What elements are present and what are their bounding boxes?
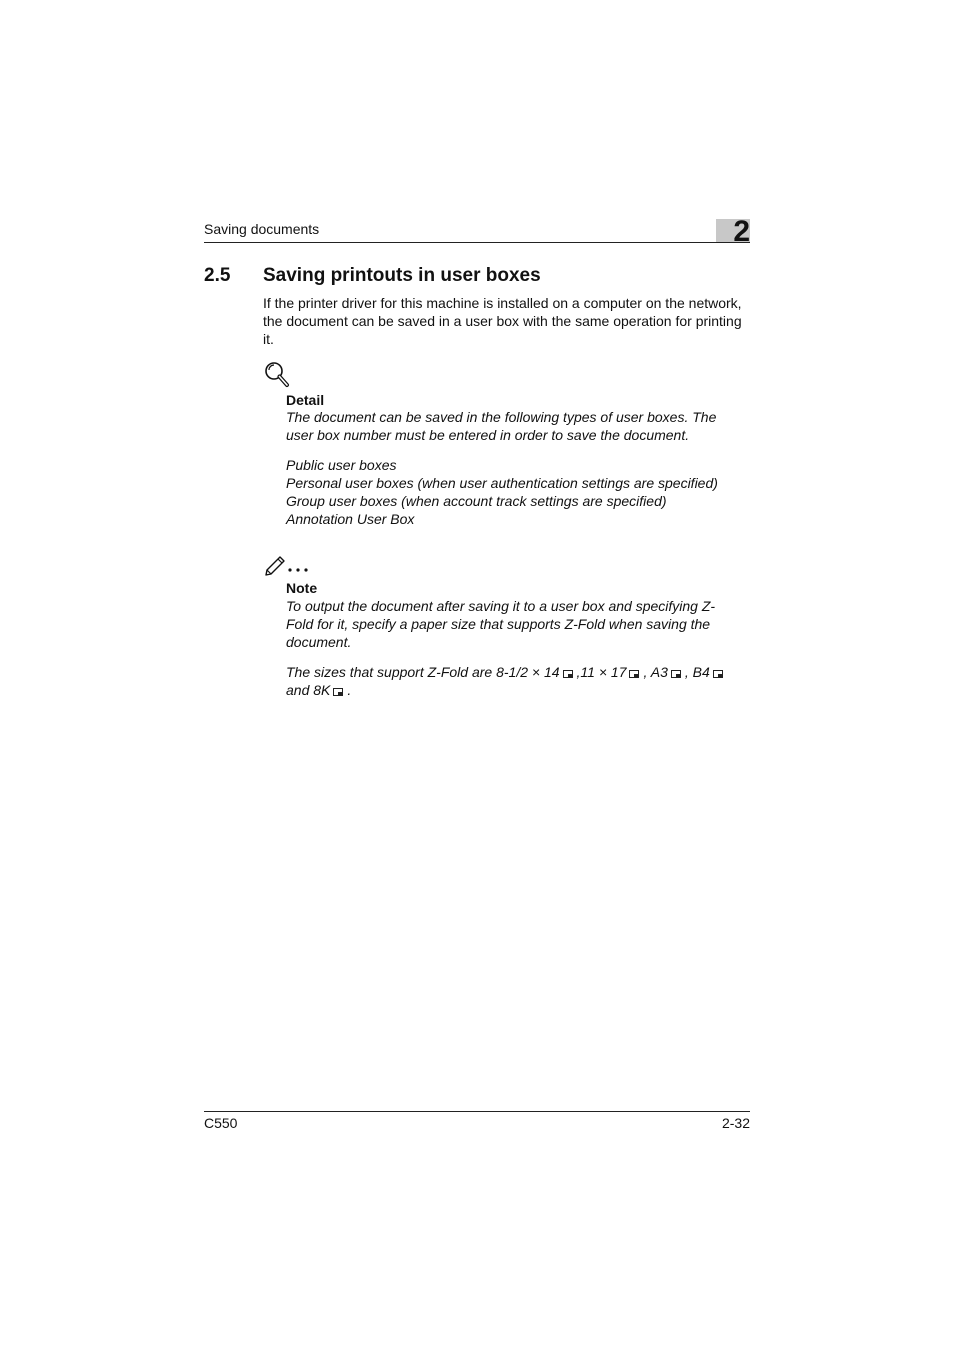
intro-line: the document can be saved in a user box with the same operation for printing bbox=[263, 313, 742, 329]
size-item: ,11 × 17 bbox=[576, 664, 627, 680]
detail-body bbox=[286, 408, 716, 444]
section-title: Saving printouts in user boxes bbox=[263, 265, 541, 286]
list-item: Public user boxes bbox=[286, 457, 397, 473]
size-item: , A3 bbox=[643, 664, 668, 680]
paper-orientation-icon bbox=[671, 670, 681, 678]
paper-orientation-icon bbox=[333, 688, 343, 696]
intro-line: it. bbox=[263, 331, 274, 347]
chapter-number: 2 bbox=[733, 215, 750, 248]
magnifier-icon bbox=[264, 361, 290, 389]
user-box-type-list bbox=[286, 456, 718, 528]
note-body bbox=[286, 597, 715, 651]
footer-model: C550 bbox=[204, 1115, 238, 1131]
paper-orientation-icon bbox=[563, 670, 573, 678]
header-divider bbox=[204, 242, 750, 243]
note-heading: Note bbox=[286, 580, 318, 596]
detail-body-line: user box number must be entered in order to save the document. bbox=[286, 427, 690, 443]
intro-line: If the printer driver for this machine is installed on a computer on the network, bbox=[263, 295, 742, 311]
note-body-line: Fold for it, specify a paper size that supports Z-Fold when saving the bbox=[286, 616, 711, 632]
paper-orientation-icon bbox=[713, 670, 723, 678]
running-header-title: Saving documents bbox=[204, 221, 320, 237]
note-body-line: To output the document after saving it to a user box and specifying Z- bbox=[286, 598, 716, 614]
list-item: Annotation User Box bbox=[286, 511, 415, 527]
footer-divider bbox=[204, 1111, 750, 1112]
sizes-prefix: The sizes that support Z-Fold are bbox=[286, 664, 493, 680]
list-item: Group user boxes (when account track settings are specified) bbox=[286, 493, 667, 509]
note-body-line: document. bbox=[286, 634, 352, 650]
sizes-end: . bbox=[347, 682, 352, 698]
intro-paragraph bbox=[263, 294, 755, 348]
section-number: 2.5 bbox=[204, 265, 231, 286]
detail-body-line: The document can be saved in the following types of user boxes. The bbox=[286, 409, 717, 425]
page-number: 2-32 bbox=[721, 1115, 750, 1131]
paper-orientation-icon bbox=[629, 670, 639, 678]
sizes-suffix: and 8K bbox=[286, 682, 331, 698]
pencil-icon bbox=[264, 552, 312, 578]
list-item: Personal user boxes (when user authentication settings are specified) bbox=[286, 475, 718, 491]
detail-heading: Detail bbox=[286, 392, 325, 408]
size-item: 8-1/2 × 14 bbox=[496, 664, 560, 680]
size-item: , B4 bbox=[684, 664, 710, 680]
z-fold-sizes bbox=[286, 663, 727, 699]
